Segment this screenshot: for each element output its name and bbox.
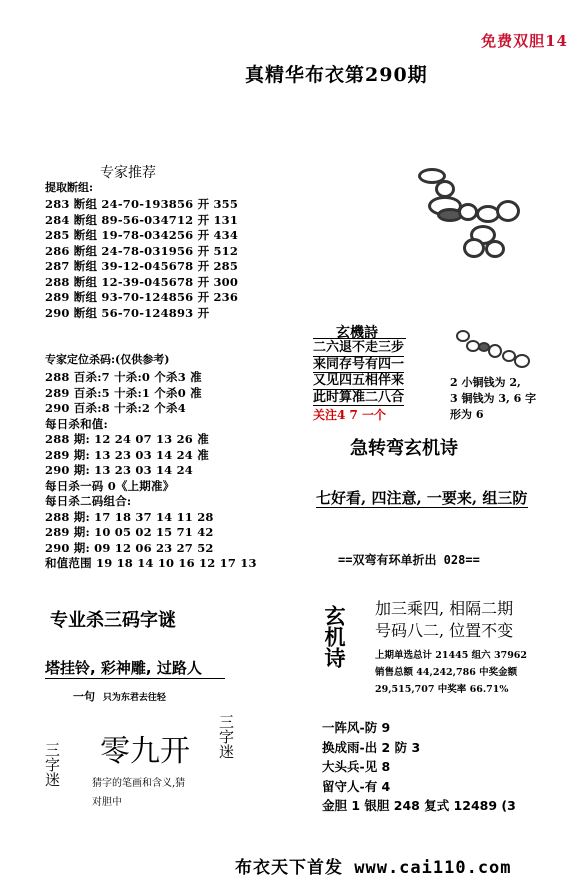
expert-subheading: 提取断组: (45, 181, 94, 194)
tips-rows (322, 718, 516, 816)
tip-row: 留守人-有 4 (322, 778, 391, 794)
turn-heading: 急转弯玄机诗 (350, 438, 458, 459)
daily-sum-heading: 每日杀和值: (45, 416, 108, 431)
mystic-line: 来同存号有四一 (313, 356, 405, 372)
kill-two-row: 288 期: 17 18 37 14 11 28 (45, 509, 214, 524)
kill-heading: 专家定位杀码:(仅供参考) (45, 353, 170, 366)
xuanji-stats2: 销售总额 44,242,786 中奖金额 (375, 667, 518, 678)
expert-row: 285 断组 19-78-034256 开 434 (45, 228, 239, 242)
riddle-one-text: 只为东君去往轻 (102, 693, 166, 703)
mystic-attention: 关注4 7 一个 (313, 408, 387, 422)
tip-row: 大头兵-见 8 (322, 759, 391, 774)
tip-row: 一阵风-防 9 (322, 720, 391, 735)
expert-row: 290 断组 56-70-124893 开 (45, 305, 210, 320)
mystic-note-line: 2 小铜钱为 2, (450, 376, 521, 389)
turn-line: 七好看, 四注意, 一要来, 组三防 (316, 489, 528, 507)
expert-row: 288 断组 12-39-045678 开 300 (45, 274, 239, 289)
daily-sum-row: 289 期: 13 23 03 14 24 准 (45, 447, 209, 462)
kill-row: 289 百杀:5 十杀:1 个杀0 准 (45, 385, 202, 400)
expert-rows (45, 197, 238, 321)
mystic-note-line: 3 铜钱为 3, 6 字 (450, 392, 537, 405)
expert-row: 283 断组 24-70-193856 开 355 (45, 197, 239, 211)
riddle-note1: 猜字的笔画和含义,猜 (92, 778, 186, 789)
expert-row: 286 断组 24-78-031956 开 512 (45, 243, 239, 258)
footer-link[interactable]: 布衣天下首发 www.cai110.com (235, 858, 512, 878)
corner-label: 免费双胆14 (481, 32, 568, 50)
kill-two-heading: 每日杀二码组合: (45, 494, 132, 508)
mystic-line: 此时算准二八合 (313, 389, 405, 405)
riddle-one (73, 688, 166, 704)
daily-sum-row: 290 期: 13 23 03 14 24 (45, 463, 193, 477)
mystic-note-line: 形为 6 (450, 408, 484, 421)
riddle-line: 塔挂铃, 彩神雕, 过路人 (45, 659, 202, 677)
mystic-lines (313, 340, 404, 406)
kill-two-row: 289 期: 10 05 02 15 71 42 (45, 525, 214, 539)
sum-tail: 和值范围 19 18 14 10 16 12 17 13 (45, 556, 257, 570)
tip-row: 换成雨-出 2 防 3 (322, 739, 421, 755)
riddle-big-text: 零九开 (100, 734, 190, 769)
kill-row: 290 百杀:8 十杀:2 个杀4 (45, 401, 186, 415)
page-title: 真精华布衣第290期 (245, 64, 428, 86)
riddle-note2: 对胆中 (92, 797, 122, 808)
xuanji-vert: 玄机诗 (322, 605, 346, 668)
tip-row: 金胆 1 银胆 248 复式 12489 (3 (322, 798, 516, 813)
double-text: ==双弯有环单折出 028== (338, 553, 480, 567)
riddle-vert-left: 三字迷 (43, 742, 61, 787)
expert-row: 287 断组 39-12-045678 开 285 (45, 259, 239, 273)
riddle-vert-right: 三字迷 (217, 714, 235, 759)
riddle-heading: 专业杀三码字谜 (50, 610, 176, 631)
xuanji-stats1: 上期单选总计 21445 组六 37962 (375, 650, 528, 661)
kill-two-row: 290 期: 09 12 06 23 27 52 (45, 540, 214, 555)
mystic-heading: 玄機詩 (336, 325, 378, 341)
riddle-one-label: 一句 (73, 690, 95, 703)
mystic-note (450, 375, 536, 423)
xuanji-lines (375, 598, 513, 642)
mystic-line: 二六退不走三步 (313, 340, 405, 355)
kill-one: 每日杀一码 0《上期准》 (45, 478, 175, 493)
xuanji-stats3: 29,515,707 中奖率 66.71% (375, 684, 509, 695)
xuanji-line: 号码八二, 位置不变 (375, 621, 514, 640)
expert-heading: 专家推荐 (100, 165, 156, 181)
mystic-line: 又见四五相伴来 (313, 373, 405, 388)
kill-rows (45, 370, 257, 572)
daily-sum-row: 288 期: 12 24 07 13 26 准 (45, 432, 209, 446)
kill-row: 288 百杀:7 十杀:0 个杀3 准 (45, 370, 202, 384)
xuanji-line: 加三乘四, 相隔二期 (375, 599, 514, 618)
expert-row: 289 断组 93-70-124856 开 236 (45, 290, 239, 304)
expert-row: 284 断组 89-56-034712 开 131 (45, 212, 239, 227)
